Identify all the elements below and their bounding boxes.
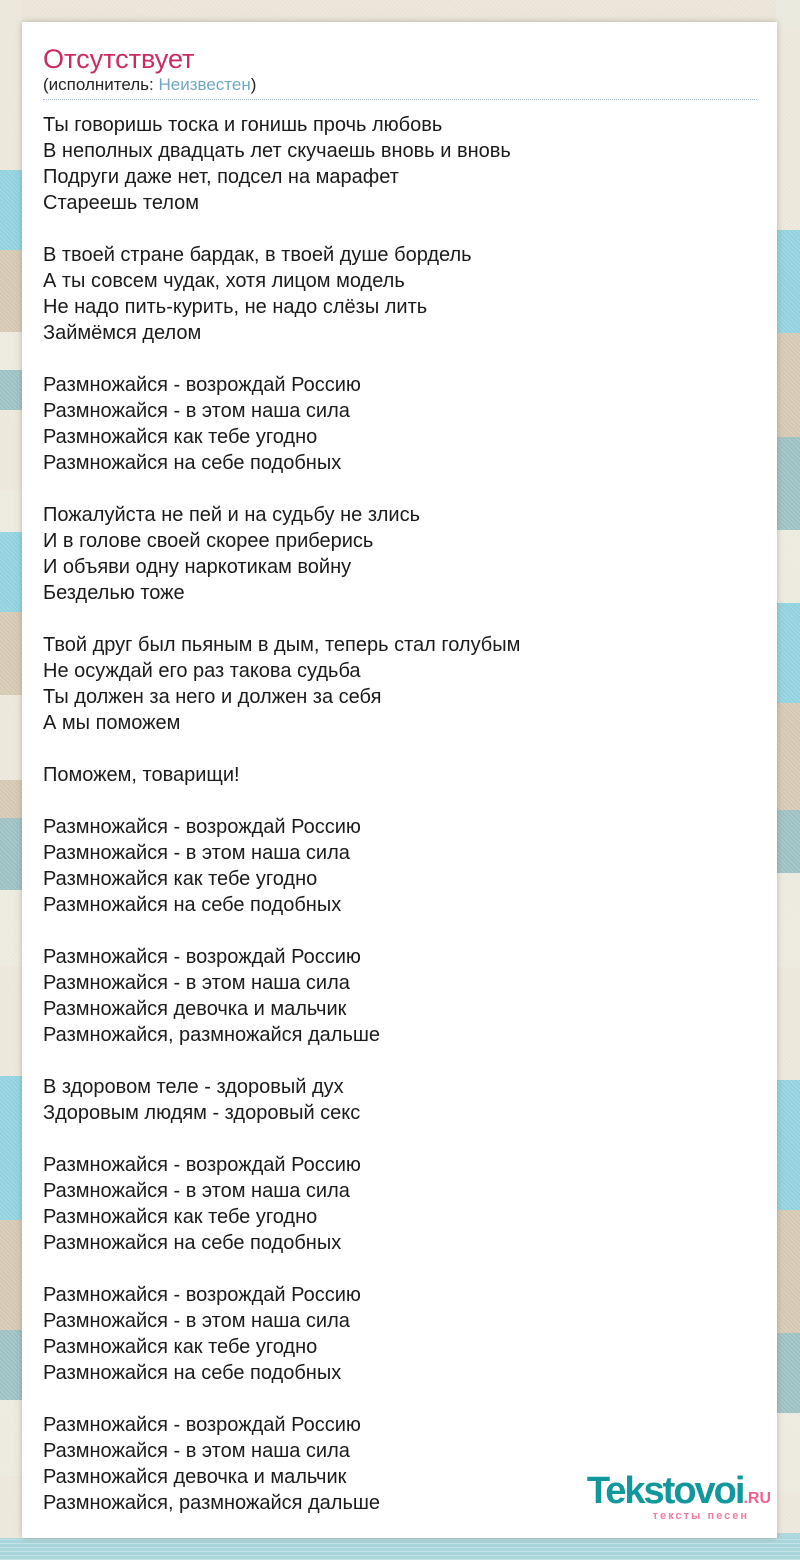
background-stripes-right xyxy=(776,0,800,1560)
lyrics-stanza: Размножайся - возрождай Россию Размножайся - в этом наша сила Размножайся девочка и мальчик Размножайся, размножайся дальше xyxy=(43,1414,381,1514)
lyrics-stanza: Ты говоришь тоска и гонишь прочь любовь В неполных двадцать лет скучаешь вновь и вновь Подруги даже нет, подсел на марафет Стареешь телом xyxy=(43,114,511,214)
lyrics-stanza: Размножайся - возрождай Россию Размножайся - в этом наша сила Размножайся как тебе угодно Размножайся на себе подобных xyxy=(43,1154,361,1254)
site-logo[interactable] xyxy=(587,1472,771,1522)
content-card xyxy=(22,22,777,1538)
lyrics-stanza: В твоей стране бардак, в твоей душе бордель А ты совсем чудак, хотя лицом модель Не надо пить-курить, не надо слёзы лить Займёмся делом xyxy=(43,244,472,344)
background-bottom-band xyxy=(0,1538,800,1560)
lyrics-stanza: Размножайся - возрождай Россию Размножайся - в этом наша сила Размножайся как тебе угодно Размножайся на себе подобных xyxy=(43,1284,361,1384)
logo-tagline: тексты песен xyxy=(652,1510,749,1522)
logo-wordmark-line xyxy=(587,1472,771,1510)
logo-tld: .RU xyxy=(743,1490,771,1507)
lyrics xyxy=(43,112,757,1516)
lyrics-stanza: Твой друг был пьяным в дым, теперь стал голубым Не осуждай его раз такова судьба Ты должен за него и должен за себя А мы поможем xyxy=(43,634,521,734)
lyrics-stanza: Размножайся - возрождай Россию Размножайся - в этом наша сила Размножайся как тебе угодно Размножайся на себе подобных xyxy=(43,816,361,916)
lyrics-stanza: Поможем, товарищи! xyxy=(43,764,240,786)
song-header xyxy=(43,44,757,100)
lyrics-stanza: Пожалуйста не пей и на судьбу не злись И в голове своей скорее приберись И объяви одну наркотикам войну Безделью тоже xyxy=(43,504,421,604)
song-title: Отсутствует xyxy=(43,44,195,74)
background-stripes-left xyxy=(0,0,22,1560)
lyrics-stanza: В здоровом теле - здоровый дух Здоровым людям - здоровый секс xyxy=(43,1076,361,1124)
artist-link[interactable]: Неизвестен xyxy=(158,75,251,94)
logo-wordmark: Tekstovoi xyxy=(586,1470,744,1512)
song-subtitle xyxy=(43,74,757,95)
subtitle-prefix: (исполнитель: xyxy=(43,75,159,94)
subtitle-suffix: ) xyxy=(250,75,257,94)
lyrics-stanza: Размножайся - возрождай Россию Размножайся - в этом наша сила Размножайся девочка и мальчик Размножайся, размножайся дальше xyxy=(43,946,381,1046)
lyrics-stanza: Размножайся - возрождай Россию Размножайся - в этом наша сила Размножайся как тебе угодно Размножайся на себе подобных xyxy=(43,374,361,474)
